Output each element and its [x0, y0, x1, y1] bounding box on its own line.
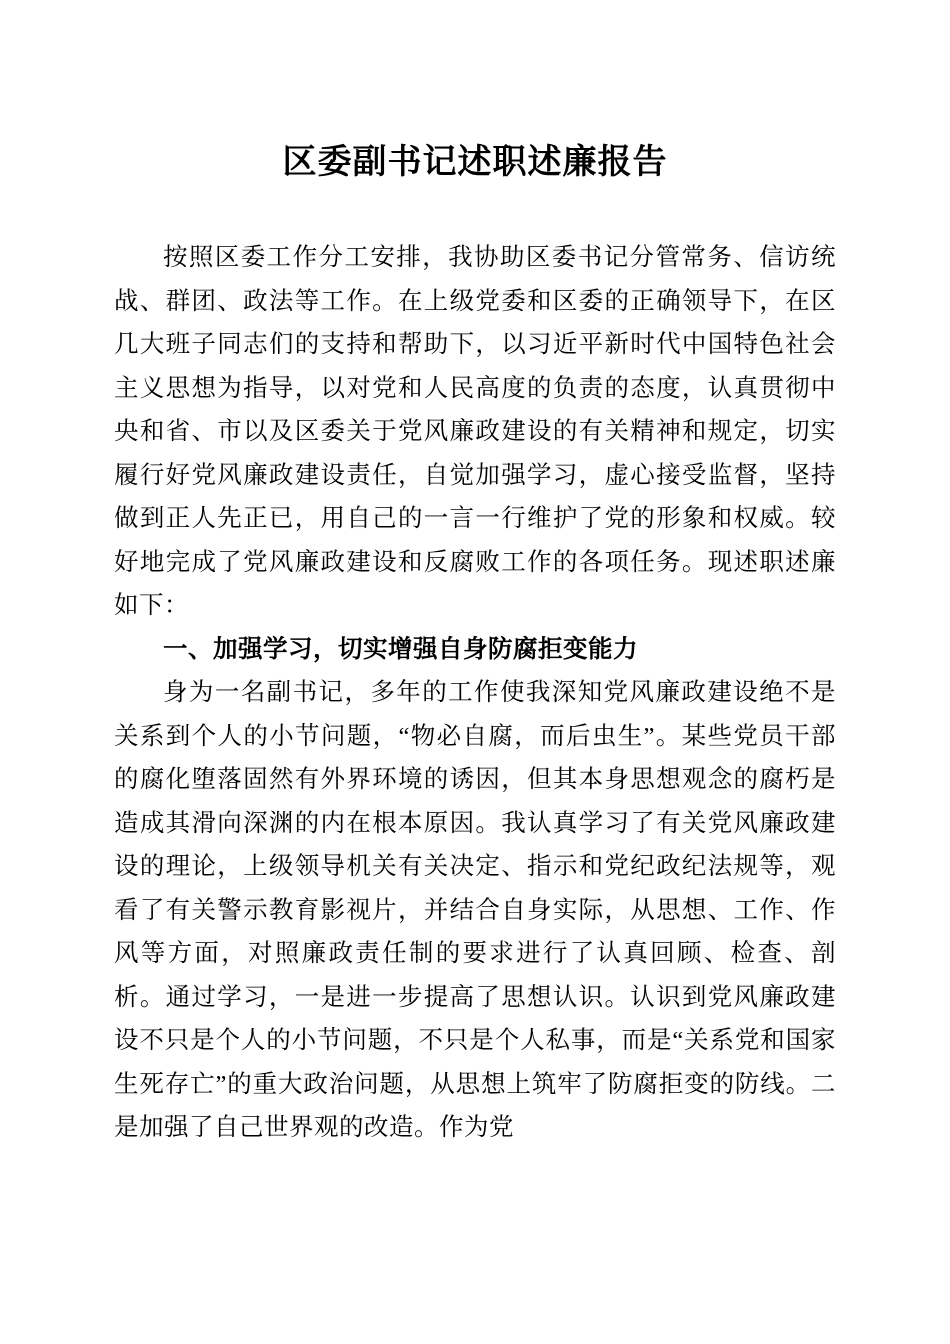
paragraph-section-1-body: 身为一名副书记，多年的工作使我深知党风廉政建设绝不是关系到个人的小节问题，“物必自腐，而后虫生”。某些党员干部的腐化堕落固然有外界环境的诱因，但其本身思想观念的腐朽是造成其滑向深渊的内在根本原因。我认真学习了有关党风廉政建设的理论，上级领导机关有关决定、指示和党纪政纪法规等，观看了有关警示教育影视片，并结合自身实际，从思想、工作、作风等方面，对照廉政责任制的要求进行了认真回顾、检查、剖析。通过学习，一是进一步提高了思想认识。认识到党风廉政建设不只是个人的小节问题，不只是个人私事，而是“关系党和国家生死存亡”的重大政治问题，从思想上筑牢了防腐拒变的防线。二是加强了自己世界观的改造。作为党 [114, 679, 836, 1141]
document-title: 区委副书记述职述廉报告 [282, 143, 668, 181]
paragraph-intro: 按照区委工作分工安排，我协助区委书记分管常务、信访统战、群团、政法等工作。在上级党委和区委的正确领导下，在区几大班子同志们的支持和帮助下，以习近平新时代中国特色社会主义思想为指导，以对党和人民高度的负责的态度，认真贯彻中央和省、市以及区委关于党风廉政建设的有关精神和规定，切实履行好党风廉政建设责任，自觉加强学习，虚心接受监督，坚持做到正人先正已，用自己的一言一行维护了党的形象和权威。较好地完成了党风廉政建设和反腐败工作的各项任务。现述职述廉如下： [114, 244, 836, 619]
section-heading-1: 一、加强学习，切实增强自身防腐拒变能力 [163, 635, 638, 663]
